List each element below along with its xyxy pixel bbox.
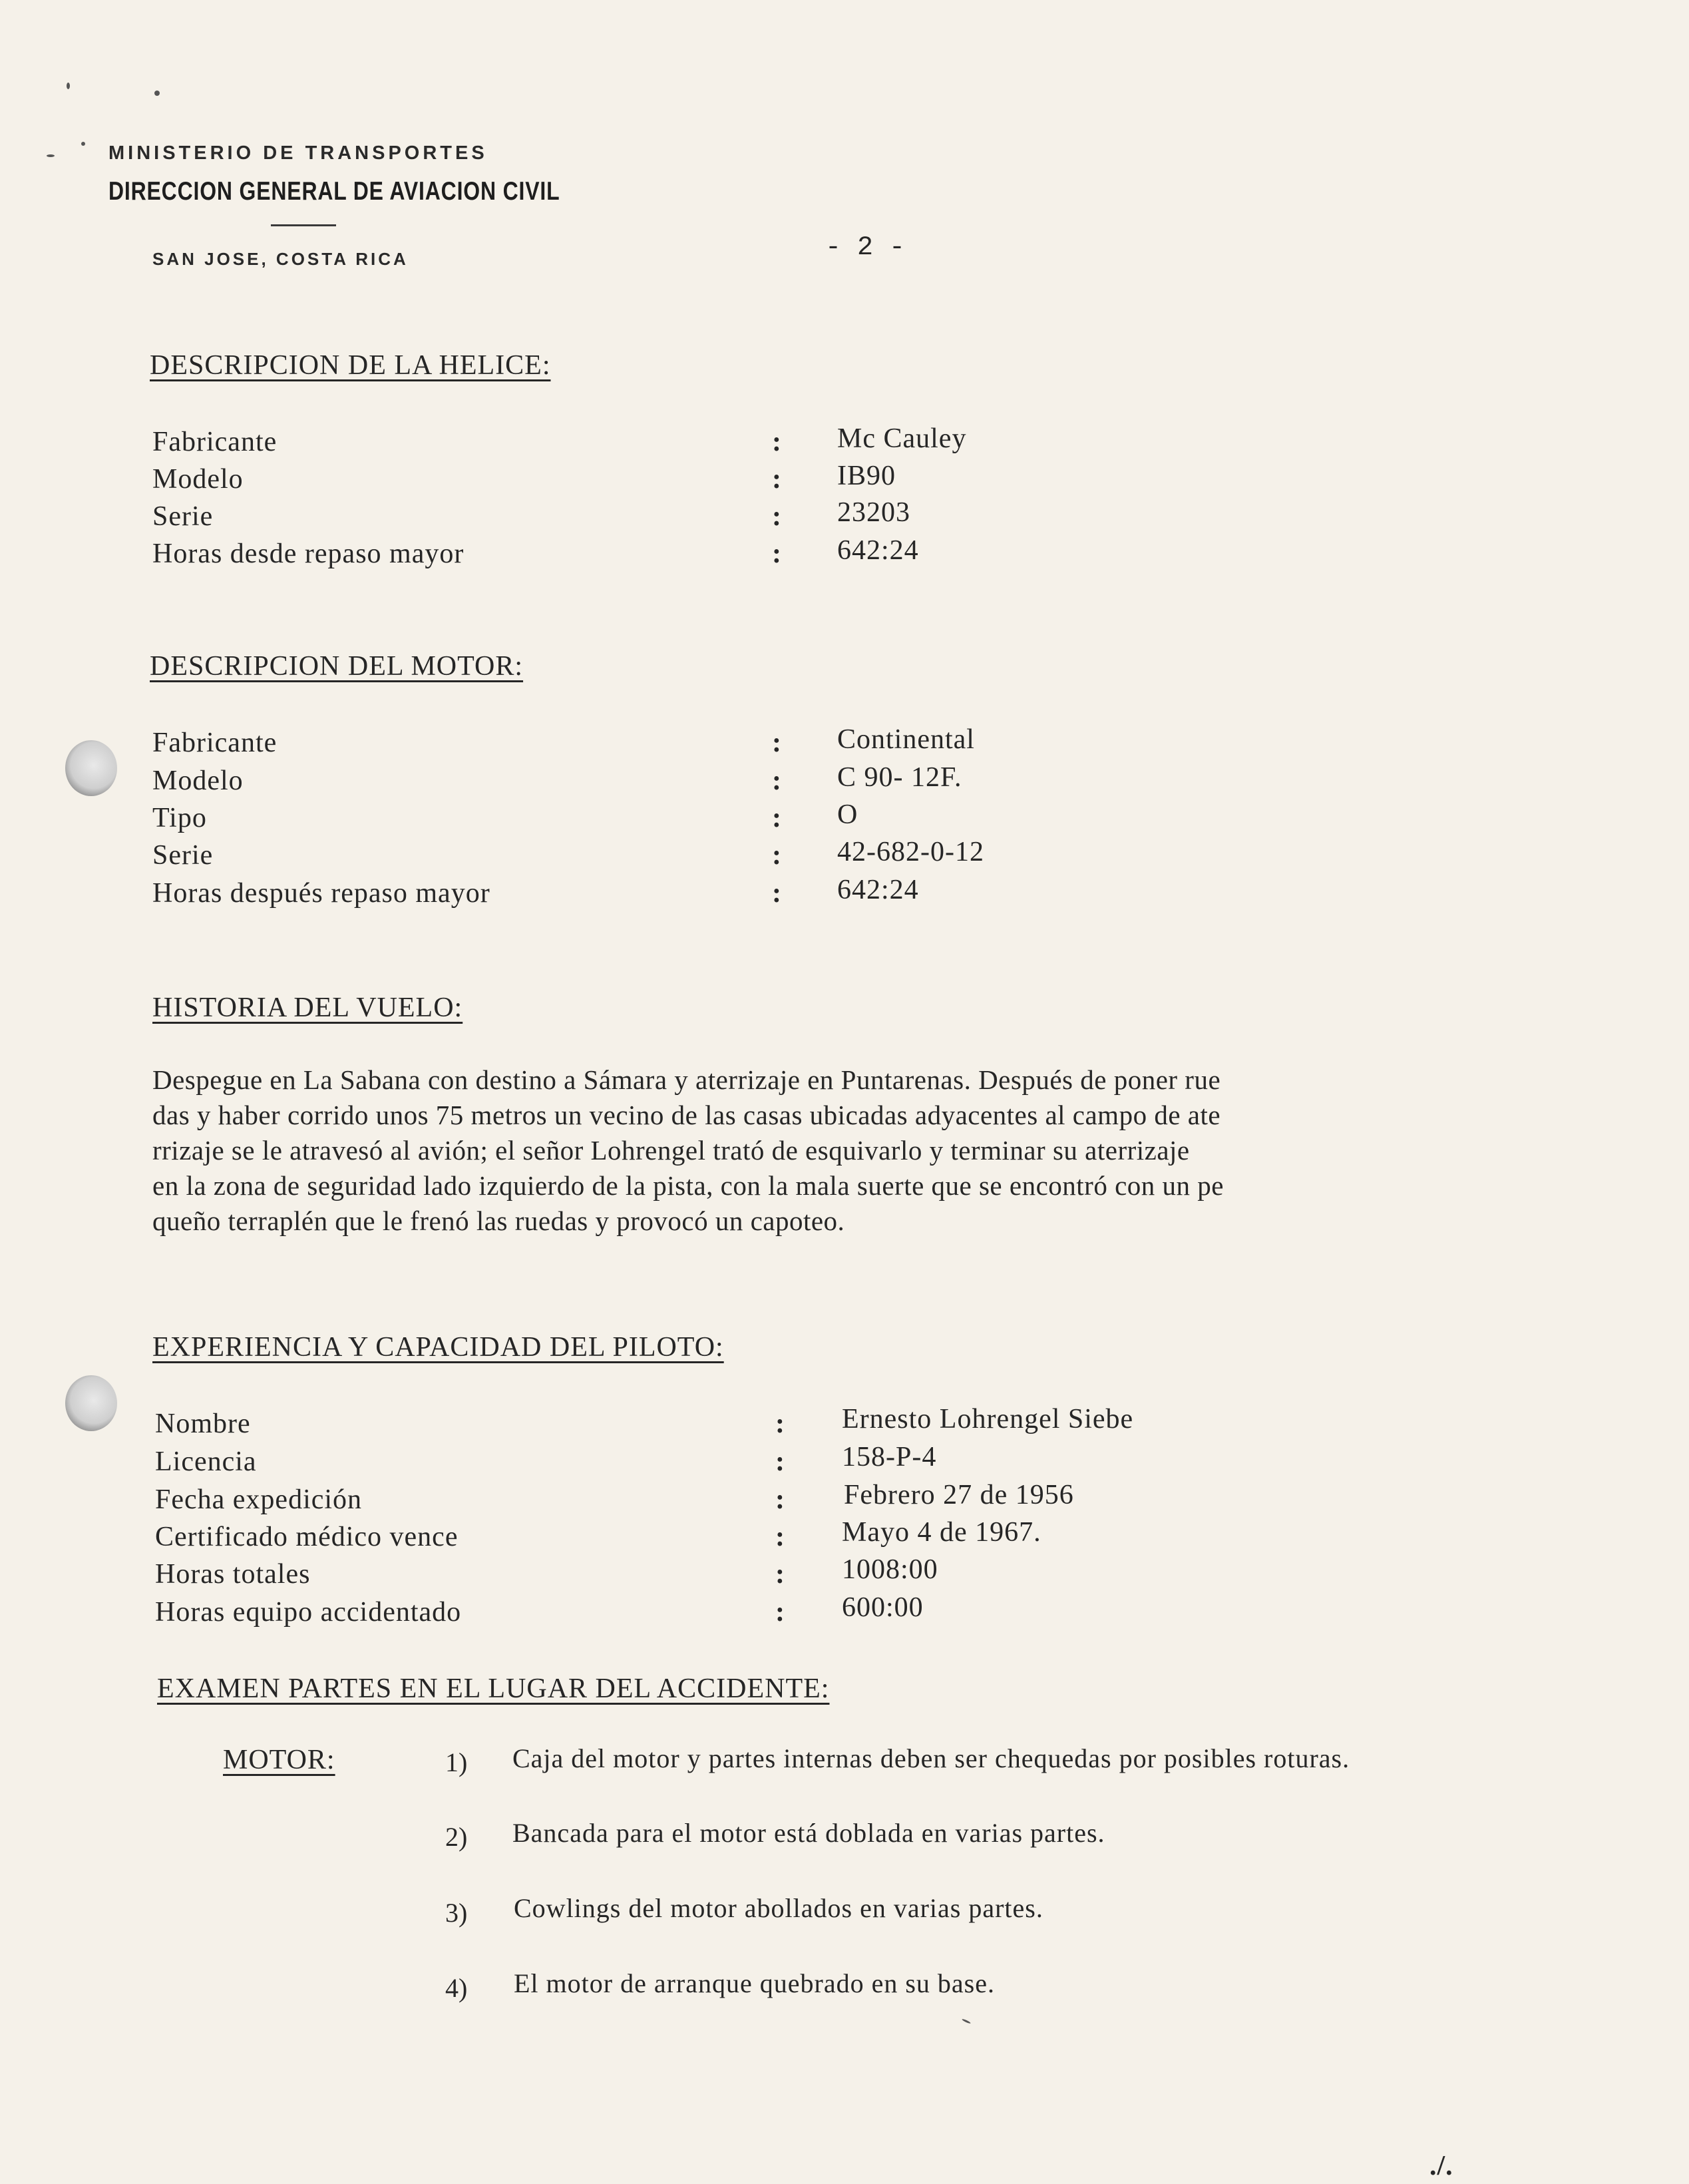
- item-number: 4): [445, 1973, 468, 2003]
- item-number: 1): [445, 1747, 468, 1777]
- examen-item: Bancada para el motor está doblada en varias partes.: [512, 1818, 1105, 1848]
- historia-line: en la zona de seguridad lado izquierdo de la pista, con la mala suerte que se encontró con un pe: [152, 1170, 1224, 1201]
- field-value: 42-682-0-12: [837, 837, 984, 867]
- ink-speck: [962, 2018, 971, 2024]
- field-colon: :: [772, 878, 781, 909]
- field-value: 642:24: [837, 875, 919, 905]
- continuation-mark: ./.: [1429, 2151, 1453, 2181]
- field-value: Febrero 27 de 1956: [844, 1480, 1074, 1510]
- field-value: O: [837, 799, 858, 830]
- historia-line: das y haber corrido unos 75 metros un vecino de las casas ubicadas adyacentes al campo de ate: [152, 1100, 1221, 1130]
- field-value: IB90: [837, 461, 896, 491]
- field-colon: :: [772, 765, 781, 796]
- field-value: Ernesto Lohrengel Siebe: [842, 1404, 1134, 1434]
- field-label: Horas totales: [155, 1559, 311, 1590]
- field-colon: :: [772, 728, 781, 758]
- ink-speck: [81, 142, 85, 146]
- field-label: Modelo: [152, 464, 244, 495]
- field-value: C 90- 12F.: [837, 762, 962, 793]
- field-label: Nombre: [155, 1409, 251, 1439]
- field-value: 1008:00: [842, 1554, 938, 1585]
- field-label: Fabricante: [152, 728, 278, 758]
- field-value: Mayo 4 de 1967.: [842, 1517, 1041, 1548]
- section-heading-examen: EXAMEN PARTES EN EL LUGAR DEL ACCIDENTE:: [157, 1673, 830, 1704]
- section-heading-piloto: EXPERIENCIA Y CAPACIDAD DEL PILOTO:: [152, 1332, 724, 1363]
- section-heading-historia: HISTORIA DEL VUELO:: [152, 992, 463, 1023]
- page-number: - 2 -: [825, 233, 906, 263]
- field-value: Continental: [837, 724, 975, 755]
- ink-speck: [67, 83, 70, 89]
- field-label: Fecha expedición: [155, 1484, 363, 1515]
- field-colon: :: [772, 427, 781, 457]
- field-colon: :: [775, 1446, 785, 1477]
- letterhead-location: SAN JOSE, COSTA RICA: [152, 249, 409, 269]
- examen-item: El motor de arranque quebrado en su base.: [514, 1968, 995, 1998]
- examen-motor-label: MOTOR:: [223, 1745, 335, 1775]
- field-colon: :: [775, 1409, 785, 1439]
- field-colon: :: [775, 1559, 785, 1590]
- field-label: Modelo: [152, 765, 244, 796]
- field-label: Horas después repaso mayor: [152, 878, 490, 909]
- historia-paragraph: [152, 1062, 1603, 1239]
- historia-line: queño terraplén que le frenó las ruedas y provocó un capoteo.: [152, 1205, 845, 1236]
- field-value: Mc Cauley: [837, 423, 967, 454]
- field-value: 23203: [837, 497, 910, 528]
- ink-speck: [47, 154, 55, 157]
- section-heading-helice: DESCRIPCION DE LA HELICE:: [150, 350, 551, 381]
- field-label: Fabricante: [152, 427, 278, 457]
- punch-hole-lower: [65, 1375, 117, 1431]
- field-colon: :: [772, 464, 781, 495]
- item-number: 2): [445, 1822, 468, 1852]
- field-label: Serie: [152, 840, 214, 871]
- letterhead-divider: [271, 224, 336, 226]
- historia-line: rrizaje se le atravesó al avión; el señor Lohrengel trató de esquivarlo y terminar su aterrizaje: [152, 1135, 1190, 1166]
- field-colon: :: [772, 803, 781, 833]
- field-label: Licencia: [155, 1446, 257, 1477]
- letterhead-ministry: MINISTERIO DE TRANSPORTES: [108, 142, 488, 164]
- field-value: 158-P-4: [842, 1442, 937, 1472]
- field-label: Tipo: [152, 803, 207, 833]
- item-number: 3): [445, 1898, 468, 1928]
- examen-item: Cowlings del motor abollados en varias partes.: [514, 1893, 1043, 1923]
- field-value: 600:00: [842, 1592, 924, 1623]
- punch-hole-upper: [65, 740, 117, 796]
- field-colon: :: [772, 840, 781, 871]
- examen-item: Caja del motor y partes internas deben ser chequedas por posibles roturas.: [512, 1743, 1350, 1773]
- field-colon: :: [775, 1484, 785, 1515]
- historia-line: Despegue en La Sabana con destino a Sámara y aterrizaje en Puntarenas. Después de poner rue: [152, 1064, 1221, 1095]
- field-colon: :: [772, 501, 781, 532]
- field-colon: :: [772, 539, 781, 569]
- field-label: Serie: [152, 501, 214, 532]
- section-heading-motor: DESCRIPCION DEL MOTOR:: [150, 651, 524, 682]
- letterhead-direction: DIRECCION GENERAL DE AVIACION CIVIL: [108, 177, 560, 206]
- field-label: Horas equipo accidentado: [155, 1597, 462, 1628]
- field-colon: :: [775, 1522, 785, 1552]
- field-colon: :: [775, 1597, 785, 1628]
- ink-speck: [154, 91, 160, 96]
- field-value: 642:24: [837, 535, 919, 566]
- field-label: Certificado médico vence: [155, 1522, 459, 1552]
- field-label: Horas desde repaso mayor: [152, 539, 465, 569]
